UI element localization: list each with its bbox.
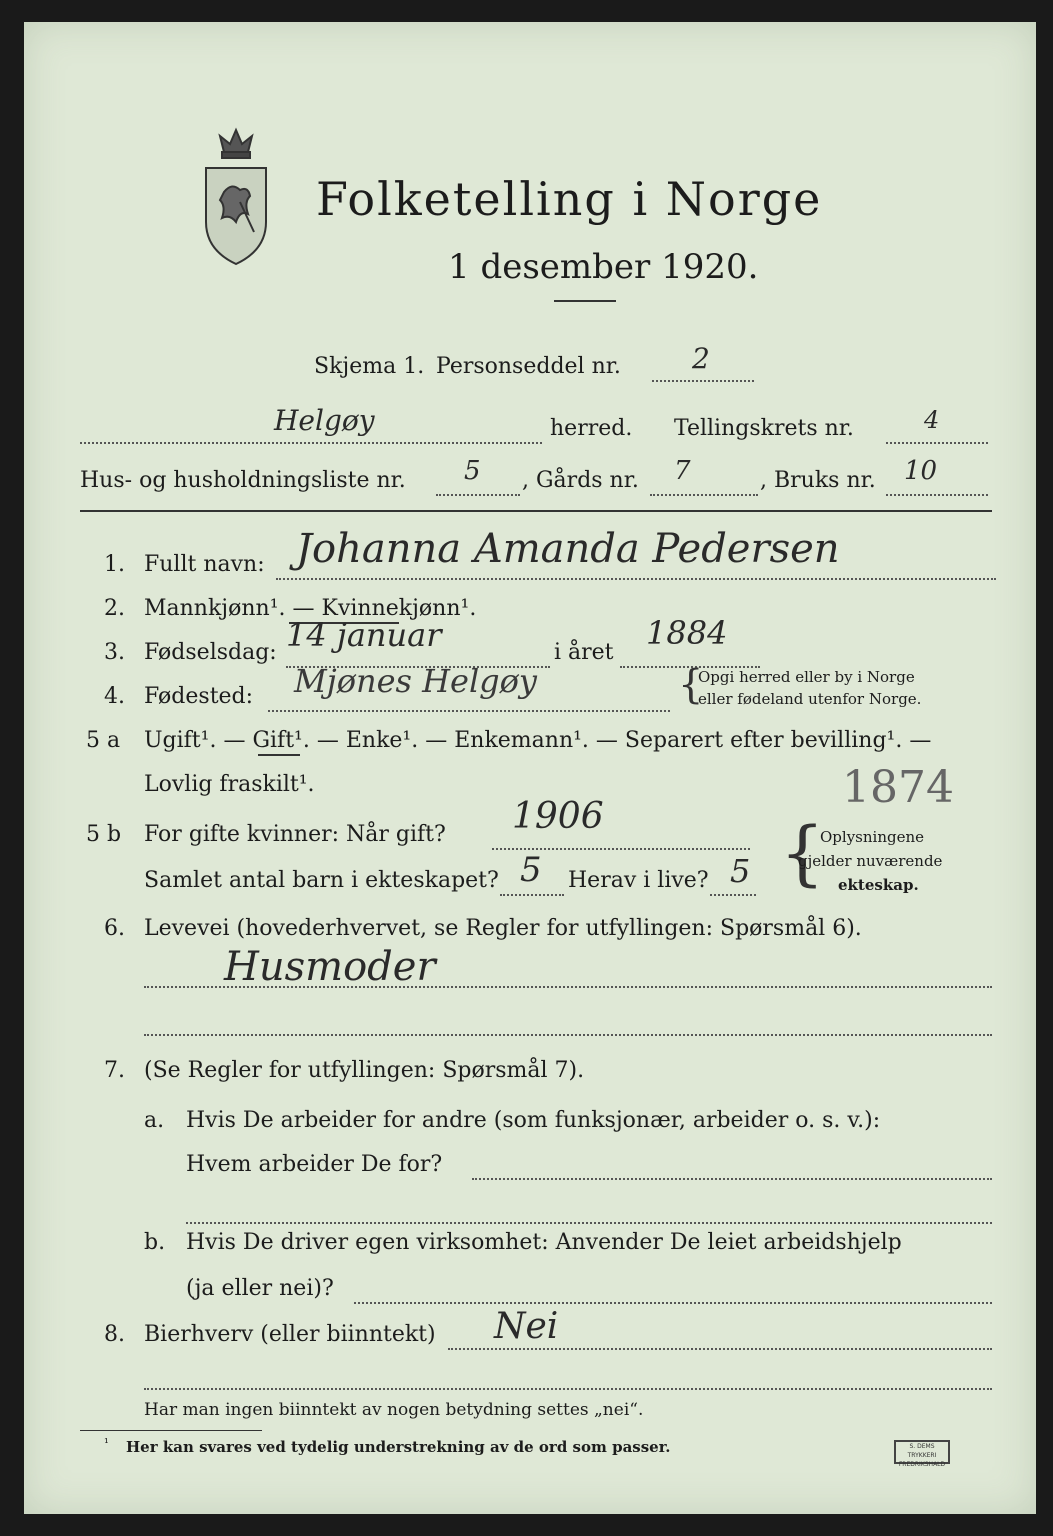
q5b-live-line (710, 894, 756, 896)
q4-line (268, 710, 670, 712)
bruks-line (886, 494, 988, 496)
q2-number: 2. (104, 596, 125, 621)
personseddel-value: 2 (692, 342, 710, 375)
bruks-value: 10 (904, 456, 938, 486)
q1-label: Fullt navn: (144, 552, 265, 577)
q4-note-2: eller fødeland utenfor Norge. (698, 690, 922, 708)
q5b-live-value: 5 (730, 852, 751, 890)
q3-year-value: 1884 (646, 614, 728, 652)
q5a-number: 5 a (86, 728, 121, 753)
q5b-brace: { (780, 812, 825, 894)
gards-line (650, 494, 758, 496)
hus-line (436, 494, 520, 496)
q5a-line-2: Lovlig fraskilt¹. (144, 772, 315, 797)
q7a-answer-line (472, 1178, 992, 1180)
q7b-line-2: (ja eller nei)? (186, 1276, 334, 1301)
q7a-line-1: Hvis De arbeider for andre (som funksjonær, arbeider o. s. v.): (186, 1108, 881, 1133)
q5a-margin-note: 1874 (842, 762, 954, 813)
tellingskrets-line (886, 442, 988, 444)
herred-label: herred. (550, 416, 633, 441)
q5a-line-1: Ugift¹. — Gift¹. — Enke¹. — Enkemann¹. — Separert efter bevilling¹. — (144, 728, 932, 753)
q7-label: (Se Regler for utfyllingen: Spørsmål 7). (144, 1058, 585, 1083)
census-form-page (24, 22, 1036, 1514)
q5b-note-3: ekteskap. (838, 876, 919, 894)
q8-number: 8. (104, 1322, 125, 1347)
q7b-answer-line (354, 1302, 992, 1304)
q4-note-1: Opgi herred eller by i Norge (698, 668, 915, 686)
title-divider (554, 300, 616, 302)
footer-note: Har man ingen biinntekt av nogen betydning settes „nei“. (144, 1400, 644, 1420)
q5b-label-3: Herav i live? (568, 868, 709, 893)
tellingskrets-value: 4 (924, 406, 940, 434)
personseddel-line (652, 380, 754, 382)
printer-stamp: S. DEMS TRYKKERI FREDRIKSHALD (894, 1440, 950, 1464)
q7b-number: b. (144, 1230, 166, 1255)
q3-day-value: 14 januar (286, 616, 442, 654)
q3-number: 3. (104, 640, 125, 665)
q5b-barn-value: 5 (520, 850, 542, 890)
q5b-label-1: For gifte kvinner: Når gift? (144, 822, 446, 847)
herred-value: Helgøy (274, 404, 375, 437)
q6-value: Husmoder (224, 944, 436, 990)
q8-line (448, 1348, 992, 1350)
herred-line (80, 442, 542, 444)
q8-extra-line (144, 1388, 992, 1390)
q5b-number: 5 b (86, 822, 122, 847)
q5b-note-2: gjelder nuværende (798, 852, 943, 870)
q4-number: 4. (104, 684, 125, 709)
census-date: 1 desember 1920. (448, 247, 759, 287)
q1-value: Johanna Amanda Pedersen (296, 526, 840, 572)
header-divider (80, 510, 992, 512)
footnote-mark: ¹ (104, 1436, 109, 1450)
q5a-underline (258, 754, 300, 756)
q6-line-2 (144, 1034, 992, 1036)
q7a-number: a. (144, 1108, 165, 1133)
q3-year-label: i året (554, 640, 614, 665)
q1-number: 1. (104, 552, 125, 577)
skjema-label: Skjema 1. (314, 354, 425, 379)
footer-divider (80, 1430, 262, 1431)
footnote-text: Her kan svares ved tydelig understrekning av de ord som passer. (126, 1438, 671, 1456)
form-title: Folketelling i Norge (316, 172, 823, 226)
q7a-extra-line (186, 1222, 992, 1224)
q6-number: 6. (104, 916, 125, 941)
hus-label: Hus- og husholdningsliste nr. (80, 468, 406, 493)
q5b-barn-line (500, 894, 564, 896)
q4-brace: { (678, 662, 704, 708)
q4-label: Fødested: (144, 684, 254, 709)
q4-value: Mjønes Helgøy (294, 662, 537, 700)
q6-line-1 (144, 986, 992, 988)
q6-label: Levevei (hovederhvervet, se Regler for utfyllingen: Spørsmål 6). (144, 916, 862, 941)
q7-number: 7. (104, 1058, 125, 1083)
bruks-label: , Bruks nr. (760, 468, 876, 493)
gards-value: 7 (674, 456, 691, 486)
coat-of-arms-icon (196, 122, 276, 272)
q5b-note-1: Oplysningene (820, 828, 925, 846)
q1-line (276, 578, 996, 580)
q8-label: Bierhverv (eller biinntekt) (144, 1322, 436, 1347)
q5b-gift-value: 1906 (512, 796, 604, 837)
q3-label: Fødselsdag: (144, 640, 277, 665)
tellingskrets-label: Tellingskrets nr. (674, 416, 854, 441)
q5b-label-2: Samlet antal barn i ekteskapet? (144, 868, 499, 893)
personseddel-label: Personseddel nr. (436, 354, 621, 379)
hus-value: 5 (464, 456, 481, 486)
q7a-line-2: Hvem arbeider De for? (186, 1152, 443, 1177)
q7b-line-1: Hvis De driver egen virksomhet: Anvender De leiet arbeidshjelp (186, 1230, 902, 1255)
q2-label: Mannkjønn¹. — Kvinnekjønn¹. (144, 596, 477, 621)
gards-label: , Gårds nr. (522, 468, 639, 493)
q8-value: Nei (494, 1306, 559, 1347)
